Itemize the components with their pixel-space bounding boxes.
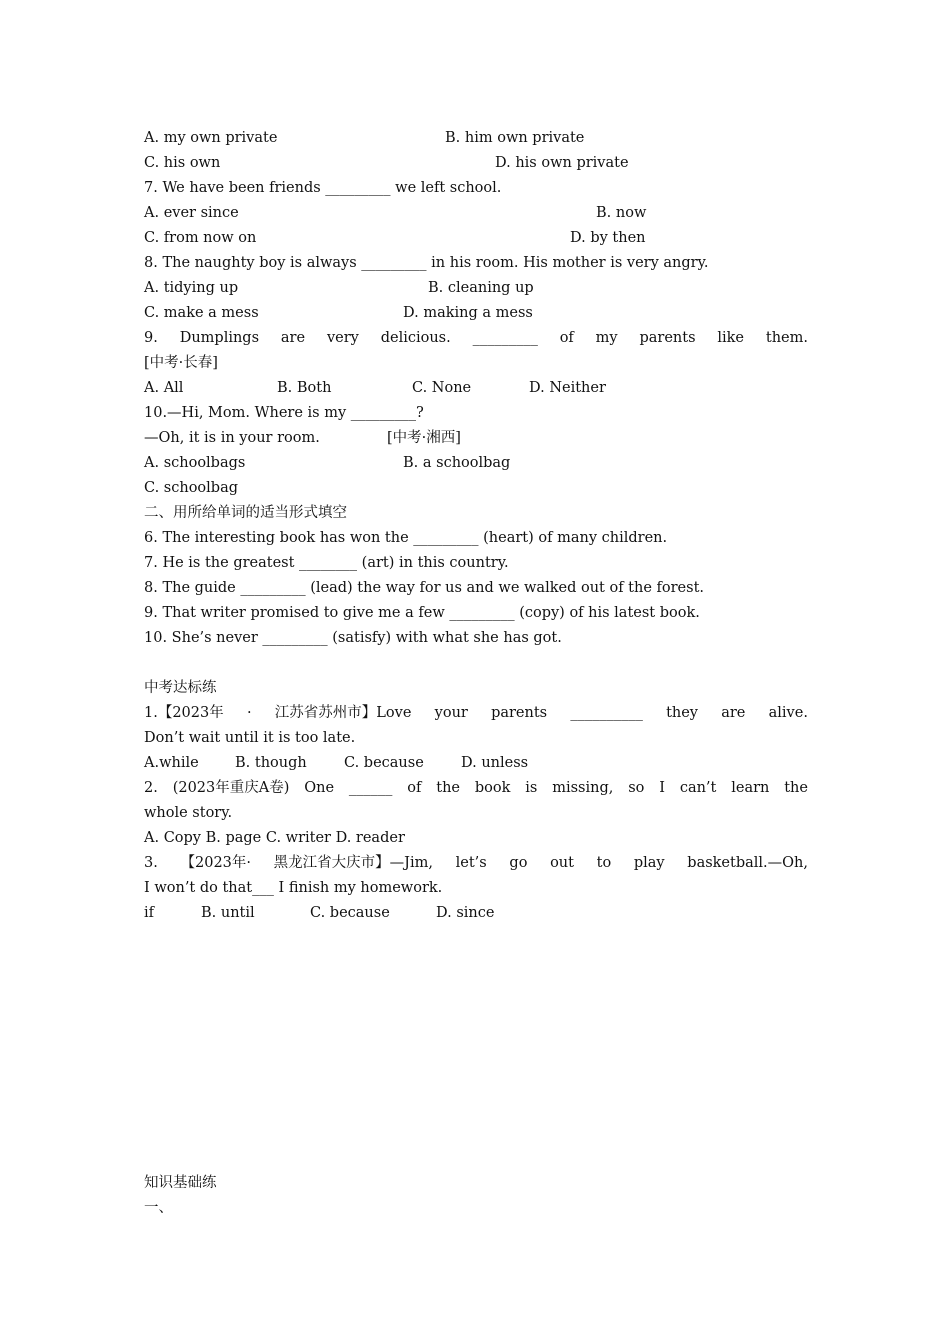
q7-stem: 7. We have been friends _________ we left school. bbox=[144, 180, 502, 196]
section2-item: 9. That writer promised to give me a few _________ (copy) of his latest book. bbox=[144, 605, 700, 621]
q9-option-b: B. Both bbox=[277, 380, 332, 396]
zk-q3-word: 【2023年· bbox=[180, 855, 252, 871]
q10-options-row1 bbox=[144, 451, 808, 476]
q6-option-b: B. him own private bbox=[445, 130, 585, 146]
q8-option-c: C. make a mess bbox=[144, 305, 259, 321]
exercise-content bbox=[144, 126, 808, 926]
q8-option-b: B. cleaning up bbox=[428, 280, 534, 296]
zk-q2-word: book bbox=[474, 780, 511, 796]
zk-q1-option-c: C. because bbox=[344, 755, 424, 771]
zk-q2-word: of bbox=[407, 780, 422, 796]
q6-options-row1 bbox=[144, 126, 808, 151]
zk-q3-word: basketball.—Oh, bbox=[687, 855, 808, 871]
zk-q2-line2: whole story. bbox=[144, 805, 233, 821]
q8-option-a: A. tidying up bbox=[144, 280, 239, 296]
zk-q3-stem bbox=[144, 851, 808, 876]
zk-q3-word: 黑龙江省大庆市】—Jim, bbox=[273, 855, 433, 871]
section2-item: 8. The guide _________ (lead) the way for us and we walked out of the forest. bbox=[144, 580, 705, 596]
section2-item: 6. The interesting book has won the _________ (heart) of many children. bbox=[144, 530, 668, 546]
zk-q3-option-c: C. because bbox=[310, 905, 390, 921]
zk-q3-line2: I won’t do that___ I finish my homework. bbox=[144, 880, 443, 896]
zk-q2-word: (2023年重庆A卷) bbox=[172, 780, 290, 796]
q10-option-c: C. schoolbag bbox=[144, 480, 239, 496]
q6-option-a: A. my own private bbox=[144, 130, 278, 146]
q7-option-b: B. now bbox=[596, 205, 647, 221]
zk-q2-word: so bbox=[628, 780, 645, 796]
spacer bbox=[144, 651, 808, 676]
q9-option-d: D. Neither bbox=[529, 380, 606, 396]
zk-q3-options bbox=[144, 901, 808, 926]
q9-stem bbox=[144, 326, 808, 351]
q9-word: are bbox=[280, 330, 306, 346]
q7-option-a: A. ever since bbox=[144, 205, 239, 221]
q9-word: parents bbox=[639, 330, 696, 346]
q9-options bbox=[144, 376, 808, 401]
zhongkao-title: 中考达标练 bbox=[144, 680, 217, 696]
zk-q2-word: One bbox=[304, 780, 335, 796]
zk-q3-word: out bbox=[550, 855, 574, 871]
q8-stem: 8. The naughty boy is always _________ in his room. His mother is very angry. bbox=[144, 255, 709, 271]
zk-q1-line2: Don’t wait until it is too late. bbox=[144, 730, 356, 746]
q10-option-a: A. schoolbags bbox=[144, 455, 246, 471]
q9-word: my bbox=[595, 330, 618, 346]
q8-option-d: D. making a mess bbox=[403, 305, 533, 321]
q9-word: of bbox=[559, 330, 574, 346]
zk-q3-word: play bbox=[633, 855, 665, 871]
zk-q2-word: the bbox=[436, 780, 460, 796]
footer-line: 一、 bbox=[144, 1200, 173, 1216]
zk-q2-word: missing, bbox=[552, 780, 614, 796]
section2-item: 10. She’s never _________ (satisfy) with what she has got. bbox=[144, 630, 562, 646]
zk-q1-option-a: A.while bbox=[144, 755, 199, 771]
q6-option-d: D. his own private bbox=[495, 155, 629, 171]
zk-q2-word: I bbox=[659, 780, 665, 796]
zk-q1-word: 江苏省苏州市】Love bbox=[274, 705, 412, 721]
q6-options-row2 bbox=[144, 151, 808, 176]
zk-q1-word: parents bbox=[491, 705, 548, 721]
zk-q1-word: your bbox=[434, 705, 468, 721]
q10-option-b: B. a schoolbag bbox=[403, 455, 511, 471]
q9-word: Dumplings bbox=[179, 330, 260, 346]
q10-source: [中考·湘西] bbox=[387, 430, 461, 446]
zk-q3-option-b: B. until bbox=[201, 905, 255, 921]
footer-section bbox=[144, 1171, 808, 1221]
q9-source: [中考·长春] bbox=[144, 355, 218, 371]
footer-title: 知识基础练 bbox=[144, 1175, 217, 1191]
zk-q2-blank: ______ bbox=[348, 780, 393, 796]
q9-word: 9. bbox=[144, 330, 158, 346]
q9-option-c: C. None bbox=[412, 380, 472, 396]
q7-option-d: D. by then bbox=[570, 230, 646, 246]
zk-q1-word: · bbox=[246, 705, 252, 721]
zk-q3-option-a: if bbox=[144, 905, 155, 921]
zk-q2-word: 2. bbox=[144, 780, 158, 796]
q7-options-row2 bbox=[144, 226, 808, 251]
q10-stem: 10.—Hi, Mom. Where is my _________? bbox=[144, 405, 424, 421]
zk-q1-stem bbox=[144, 701, 808, 726]
q7-options-row1 bbox=[144, 201, 808, 226]
zk-q1-option-b: B. though bbox=[235, 755, 307, 771]
q9-word: delicious. bbox=[380, 330, 451, 346]
zk-q2-stem bbox=[144, 776, 808, 801]
zk-q2-word: can’t bbox=[679, 780, 717, 796]
zk-q2-word: learn bbox=[731, 780, 770, 796]
zk-q1-blank: __________ bbox=[570, 705, 643, 721]
zk-q3-option-d: D. since bbox=[436, 905, 495, 921]
q9-option-a: A. All bbox=[144, 380, 184, 396]
zk-q1-option-d: D. unless bbox=[461, 755, 529, 771]
q10-reply: —Oh, it is in your room. bbox=[144, 430, 320, 446]
zk-q1-word: are bbox=[721, 705, 746, 721]
q8-options-row1 bbox=[144, 276, 808, 301]
zk-q3-word: let’s bbox=[455, 855, 487, 871]
q7-option-c: C. from now on bbox=[144, 230, 257, 246]
zk-q2-word: is bbox=[525, 780, 538, 796]
q9-word: like bbox=[717, 330, 745, 346]
zk-q3-word: 3. bbox=[144, 855, 158, 871]
zk-q3-word: to bbox=[596, 855, 612, 871]
section2-item: 7. He is the greatest ________ (art) in this country. bbox=[144, 555, 509, 571]
zk-q1-word: alive. bbox=[768, 705, 808, 721]
q9-word: very bbox=[326, 330, 359, 346]
q6-option-c: C. his own bbox=[144, 155, 221, 171]
q8-options-row2 bbox=[144, 301, 808, 326]
zk-q1-word: they bbox=[666, 705, 699, 721]
zk-q1-options bbox=[144, 751, 808, 776]
q9-blank: _________ bbox=[472, 330, 538, 346]
q10-reply-row bbox=[144, 426, 808, 451]
section2-title: 二、用所给单词的适当形式填空 bbox=[144, 505, 347, 521]
q9-word: them. bbox=[765, 330, 808, 346]
zk-q1-word: 1.【2023年 bbox=[144, 705, 224, 721]
zk-q2-options: A. Copy B. page C. writer D. reader bbox=[144, 830, 405, 846]
zk-q3-word: go bbox=[509, 855, 528, 871]
zk-q2-word: the bbox=[784, 780, 808, 796]
